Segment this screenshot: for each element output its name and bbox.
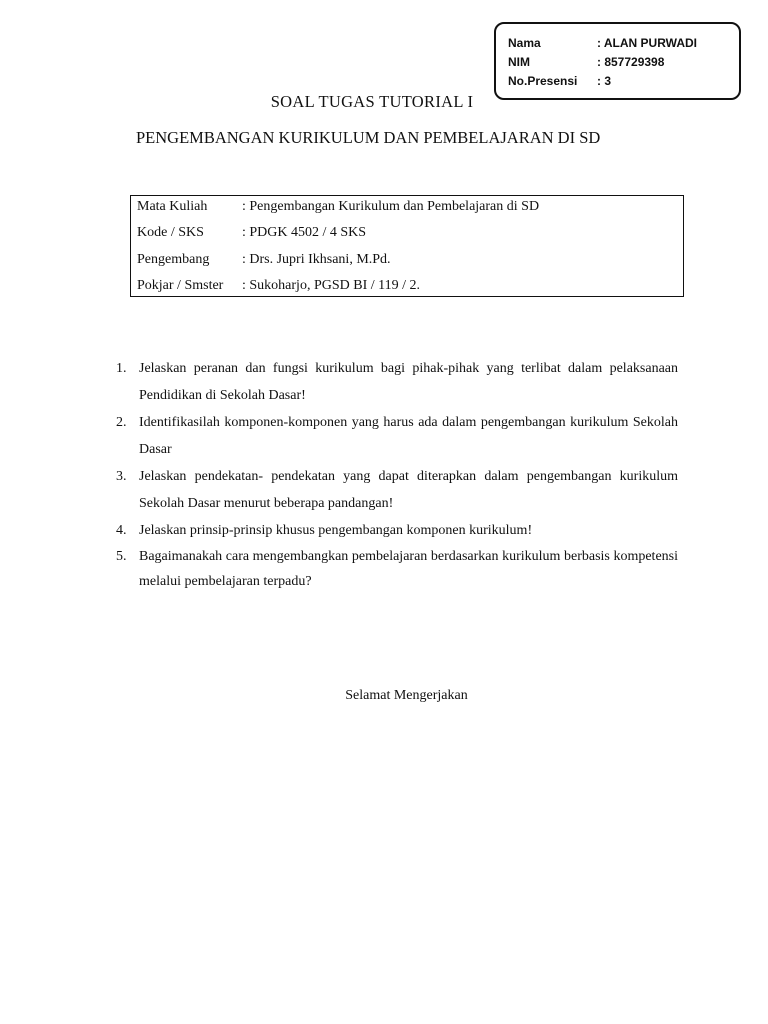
student-info-box xyxy=(494,22,741,100)
question-item xyxy=(116,409,678,463)
course-label: Pengembang xyxy=(137,252,210,267)
course-value: : PDGK 4502 / 4 SKS xyxy=(242,225,367,240)
question-text: Jelaskan pendekatan- pendekatan yang dapat diterapkan dalam pengembangan kurikulum Sekolah Dasar menurut beberapa pandangan! xyxy=(139,469,678,511)
name-label: Nama xyxy=(508,36,541,50)
question-number: 4. xyxy=(116,523,127,538)
course-label: Mata Kuliah xyxy=(137,199,208,214)
page-subtitle: PENGEMBANGAN KURIKULUM DAN PEMBELAJARAN DI SD xyxy=(136,128,601,147)
question-item xyxy=(116,544,678,594)
course-value: : Sukoharjo, PGSD BI / 119 / 2. xyxy=(242,278,420,293)
presensi-label: No.Presensi xyxy=(508,74,578,88)
question-item xyxy=(116,463,678,517)
question-number: 3. xyxy=(116,469,127,484)
question-text: Bagaimanakah cara mengembangkan pembelajaran berdasarkan kurikulum berbasis kompetensi melalui pembelajaran terpadu? xyxy=(139,549,678,589)
student-presensi-row xyxy=(508,72,611,90)
course-label: Kode / SKS xyxy=(137,225,204,240)
closing-text: Selamat Mengerjakan xyxy=(345,688,468,703)
student-nim-row xyxy=(508,53,664,71)
question-item xyxy=(116,517,678,544)
course-value: : Pengembangan Kurikulum dan Pembelajaran di SD xyxy=(242,199,540,214)
course-row xyxy=(137,197,539,217)
question-text: Jelaskan peranan dan fungsi kurikulum bagi pihak-pihak yang terlibat dalam pelaksanaan Pendidikan di Sekolah Dasar! xyxy=(139,361,678,403)
nim-label: NIM xyxy=(508,55,530,69)
question-number: 5. xyxy=(116,549,127,564)
name-value: : ALAN PURWADI xyxy=(597,36,697,50)
presensi-value: : 3 xyxy=(597,74,612,88)
question-number: 1. xyxy=(116,361,127,376)
question-number: 2. xyxy=(116,415,127,430)
course-row xyxy=(137,223,366,243)
page-title: SOAL TUGAS TUTORIAL I xyxy=(270,92,474,111)
course-label: Pokjar / Smster xyxy=(137,278,224,293)
course-value: : Drs. Jupri Ikhsani, M.Pd. xyxy=(242,252,391,267)
student-name-row xyxy=(508,34,697,52)
nim-value: : 857729398 xyxy=(597,55,665,69)
course-info-table xyxy=(130,195,684,297)
question-list xyxy=(116,355,678,594)
question-text: Identifikasilah komponen-komponen yang harus ada dalam pengembangan kurikulum Sekolah Dasar xyxy=(139,415,678,457)
question-text: Jelaskan prinsip-prinsip khusus pengembangan komponen kurikulum! xyxy=(139,523,533,538)
question-item xyxy=(116,355,678,409)
course-row xyxy=(137,276,420,296)
course-row xyxy=(137,250,391,270)
